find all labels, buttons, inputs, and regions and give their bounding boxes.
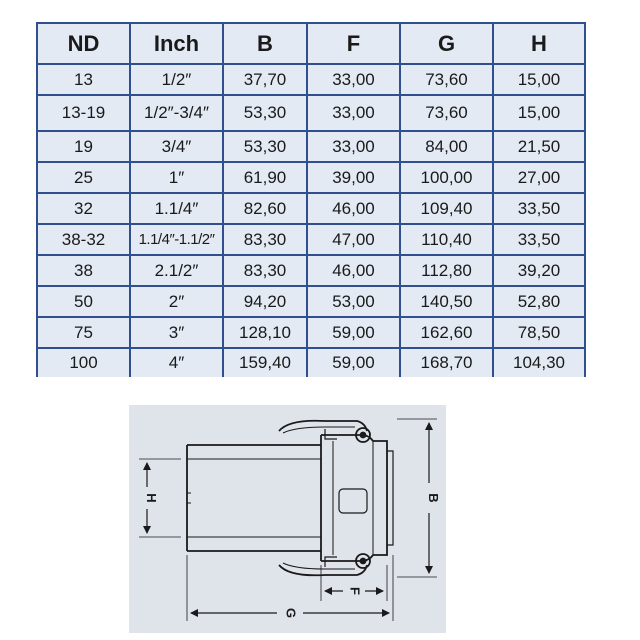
- cell-inch: 4″: [130, 348, 223, 377]
- cell-inch: 2.1/2″: [130, 255, 223, 286]
- cell-inch: 3″: [130, 317, 223, 348]
- cell-inch: 1/2″: [130, 64, 223, 95]
- cell-b: 53,30: [223, 131, 307, 162]
- cell-nd: 38-32: [37, 224, 130, 255]
- cell-h: 39,20: [493, 255, 585, 286]
- cell-b: 37,70: [223, 64, 307, 95]
- cell-nd: 50: [37, 286, 130, 317]
- cell-inch: 1/2″-3/4″: [130, 95, 223, 131]
- cell-f: 59,00: [307, 317, 400, 348]
- header-g: G: [400, 23, 493, 64]
- cell-h: 52,80: [493, 286, 585, 317]
- cell-f: 33,00: [307, 64, 400, 95]
- cell-nd: 32: [37, 193, 130, 224]
- dimension-table-body: [37, 64, 585, 377]
- cell-f: 39,00: [307, 162, 400, 193]
- cell-inch: 1″: [130, 162, 223, 193]
- header-h: H: [493, 23, 585, 64]
- cell-g: 84,00: [400, 131, 493, 162]
- table-row: [37, 255, 585, 286]
- cell-b: 83,30: [223, 224, 307, 255]
- dimension-h-label: H: [144, 493, 159, 503]
- cell-nd: 19: [37, 131, 130, 162]
- cell-nd: 75: [37, 317, 130, 348]
- cell-f: 33,00: [307, 131, 400, 162]
- cell-inch: 1.1/4″: [130, 193, 223, 224]
- cell-b: 53,30: [223, 95, 307, 131]
- table-row: [37, 286, 585, 317]
- header-row: [37, 23, 585, 64]
- cell-g: 100,00: [400, 162, 493, 193]
- dimension-table-header: [37, 23, 585, 64]
- dimension-f-label: F: [347, 587, 363, 595]
- cell-f: 47,00: [307, 224, 400, 255]
- cell-b: 82,60: [223, 193, 307, 224]
- dimension-b-label: B: [426, 493, 441, 503]
- cell-inch: 3/4″: [130, 131, 223, 162]
- cell-nd: 25: [37, 162, 130, 193]
- dimension-g-label: G: [283, 607, 299, 619]
- cell-h: 15,00: [493, 95, 585, 131]
- table-row: [37, 348, 585, 377]
- cell-inch: 1.1/4″-1.1/2″: [130, 224, 223, 255]
- cell-h: 78,50: [493, 317, 585, 348]
- cell-g: 162,60: [400, 317, 493, 348]
- cell-h: 15,00: [493, 64, 585, 95]
- coupling-drawing-svg: [129, 405, 446, 633]
- header-f: F: [307, 23, 400, 64]
- cell-g: 109,40: [400, 193, 493, 224]
- cell-f: 46,00: [307, 255, 400, 286]
- coupling-technical-drawing: [129, 405, 446, 633]
- dimension-f: [321, 565, 387, 601]
- dimension-table: [36, 22, 586, 377]
- cell-g: 73,60: [400, 95, 493, 131]
- cell-nd: 13-19: [37, 95, 130, 131]
- cell-b: 83,30: [223, 255, 307, 286]
- cell-g: 112,80: [400, 255, 493, 286]
- cell-b: 159,40: [223, 348, 307, 377]
- table-row: [37, 224, 585, 255]
- cell-g: 110,40: [400, 224, 493, 255]
- cell-nd: 13: [37, 64, 130, 95]
- cell-h: 21,50: [493, 131, 585, 162]
- coupling-body: [187, 421, 393, 576]
- cell-g: 168,70: [400, 348, 493, 377]
- cell-h: 33,50: [493, 224, 585, 255]
- table-row: [37, 131, 585, 162]
- cell-h: 33,50: [493, 193, 585, 224]
- cell-nd: 38: [37, 255, 130, 286]
- header-nd: ND: [37, 23, 130, 64]
- header-b: B: [223, 23, 307, 64]
- cell-f: 53,00: [307, 286, 400, 317]
- cell-inch: 2″: [130, 286, 223, 317]
- cell-f: 59,00: [307, 348, 400, 377]
- cell-f: 46,00: [307, 193, 400, 224]
- table-row: [37, 193, 585, 224]
- table-row: [37, 64, 585, 95]
- cell-b: 128,10: [223, 317, 307, 348]
- cell-h: 104,30: [493, 348, 585, 377]
- cell-b: 61,90: [223, 162, 307, 193]
- cell-h: 27,00: [493, 162, 585, 193]
- header-inch: Inch: [130, 23, 223, 64]
- cell-f: 33,00: [307, 95, 400, 131]
- table-row: [37, 162, 585, 193]
- cell-nd: 100: [37, 348, 130, 377]
- cell-b: 94,20: [223, 286, 307, 317]
- cell-g: 73,60: [400, 64, 493, 95]
- table-row: [37, 95, 585, 131]
- cell-g: 140,50: [400, 286, 493, 317]
- table-row: [37, 317, 585, 348]
